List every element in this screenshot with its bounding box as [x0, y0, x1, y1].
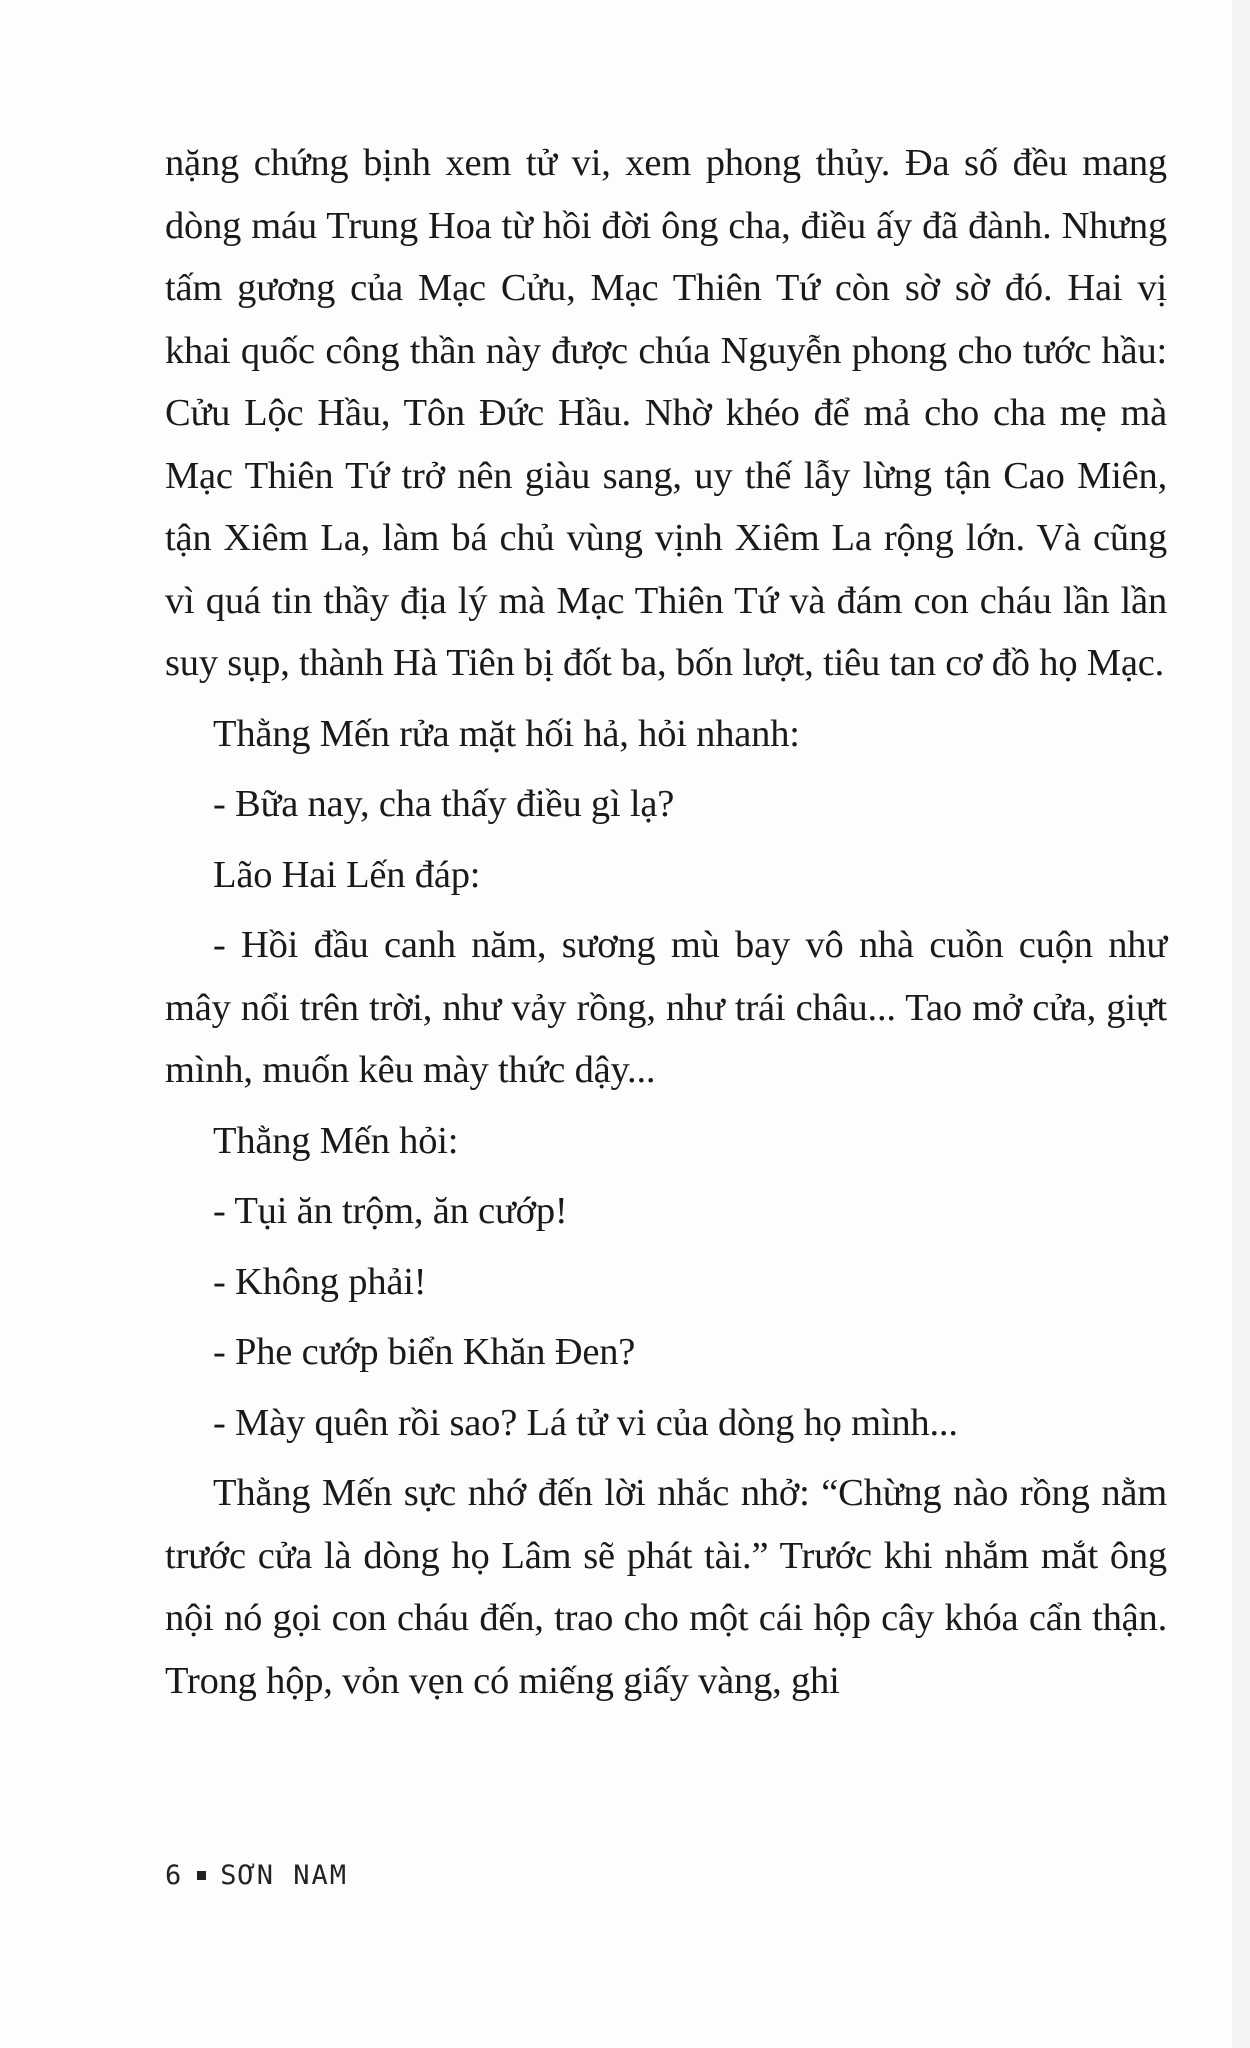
- dialogue-line: - Phe cướp biển Khăn Đen?: [213, 1331, 636, 1373]
- author-name: SƠN NAM: [220, 1860, 349, 1891]
- page-number: 6: [165, 1860, 184, 1891]
- dialogue-line: - Hồi đầu canh năm, sương mù bay vô nhà cuồn cuộn như mây nổi trên trời, như vảy rồng, như trái châu... Tao mở cửa, giựt mình, muốn kêu mày thức dậy...: [165, 924, 1167, 1091]
- dialogue-line: - Tụi ăn trộm, ăn cướp!: [213, 1190, 568, 1232]
- body-text: [165, 132, 1167, 1712]
- paragraph: Lão Hai Lến đáp:: [213, 853, 481, 896]
- page-edge-shadow: [1232, 0, 1250, 2048]
- paragraph: Thằng Mến rửa mặt hối hả, hỏi nhanh:: [213, 712, 800, 755]
- dialogue-line: - Bữa nay, cha thấy điều gì lạ?: [213, 783, 675, 825]
- paragraph: Thằng Mến sực nhớ đến lời nhắc nhở: “Chừng nào rồng nằm trước cửa là dòng họ Lâm sẽ phát tài.” Trước khi nhắm mắt ông nội nó gọi con cháu đến, trao cho một cái hộp cây khóa cẩn thận. Trong hộp, vỏn vẹn có miếng giấy vàng, ghi: [165, 1472, 1167, 1702]
- paragraph: nặng chứng bịnh xem tử vi, xem phong thủy. Đa số đều mang dòng máu Trung Hoa từ hồi đời ông cha, điều ấy đã đành. Nhưng tấm gương của Mạc Cửu, Mạc Thiên Tứ còn sờ sờ đó. Hai vị khai quốc công thần này được chúa Nguyễn phong cho tước hầu: Cửu Lộc Hầu, Tôn Đức Hầu. Nhờ khéo để mả cho cha mẹ mà Mạc Thiên Tứ trở nên giàu sang, uy thế lẫy lừng tận Cao Miên, tận Xiêm La, làm bá chủ vùng vịnh Xiêm La rộng lớn. Và cũng vì quá tin thầy địa lý mà Mạc Thiên Tứ và đám con cháu lần lần suy sụp, thành Hà Tiên bị đốt ba, bốn lượt, tiêu tan cơ đồ họ Mạc.: [165, 142, 1167, 684]
- paragraph: Thằng Mến hỏi:: [213, 1119, 459, 1162]
- separator-square-icon: [197, 1871, 206, 1880]
- dialogue-line: - Mày quên rồi sao? Lá tử vi của dòng họ mình...: [213, 1401, 958, 1444]
- page-footer: [165, 1860, 348, 1891]
- dialogue-line: - Không phải!: [213, 1260, 427, 1303]
